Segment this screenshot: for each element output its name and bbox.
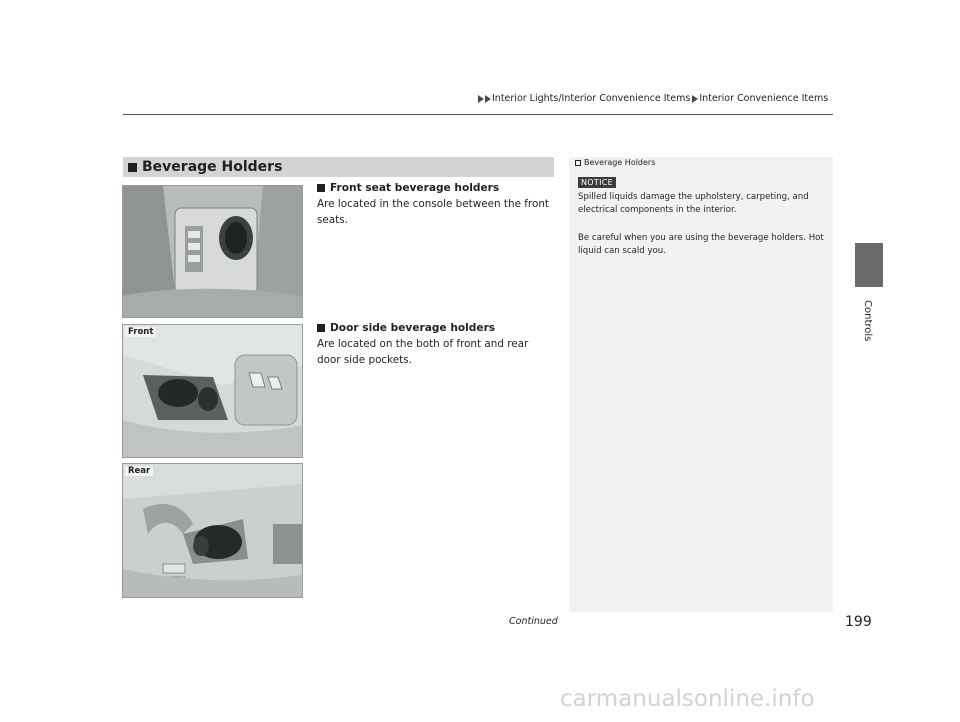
item-body-front: Are located in the console between the front seats.: [317, 198, 549, 226]
section-title: Beverage Holders: [142, 159, 283, 175]
page-number: 199: [845, 614, 872, 630]
square-bullet-icon: [317, 324, 325, 332]
sidebar-title: Beverage Holders: [584, 158, 656, 167]
arrow-icon: [485, 95, 491, 103]
header-divider: [123, 114, 833, 115]
front-door-cupholder-photo: [122, 324, 303, 458]
console-cupholder-photo: [122, 185, 303, 318]
continued-label: Continued: [509, 616, 558, 627]
arrow-icon: [692, 95, 698, 103]
square-bullet-icon: [317, 184, 325, 192]
notice-badge: NOTICE: [578, 177, 616, 188]
sidebar-header: [575, 158, 655, 167]
breadcrumb: [478, 93, 828, 104]
item-heading-text: Front seat beverage holders: [330, 182, 500, 194]
item-heading-front: [317, 182, 499, 194]
breadcrumb-part-1[interactable]: Interior Lights/Interior Convenience Items: [492, 93, 691, 104]
front-photo-label: Front: [125, 327, 156, 337]
notice-paragraph: Spilled liquids damage the upholstery, carpeting, and electrical components in the interior.: [578, 192, 809, 215]
chapter-label: Controls: [862, 300, 873, 342]
section-header: [123, 157, 554, 177]
arrow-icon: [478, 95, 484, 103]
watermark: carmanualsonline.info: [560, 686, 815, 712]
sidebar-note-panel: [569, 157, 833, 612]
chapter-tab: [855, 243, 883, 287]
square-bullet-icon: [128, 163, 137, 172]
rear-door-cupholder-photo: [122, 463, 303, 598]
rear-photo-label: Rear: [125, 466, 153, 476]
item-heading-door: [317, 322, 495, 334]
item-body-door: Are located on the both of front and rear door side pockets.: [317, 338, 529, 366]
breadcrumb-part-2[interactable]: Interior Convenience Items: [699, 93, 829, 104]
caution-paragraph: Be careful when you are using the beverage holders. Hot liquid can scald you.: [578, 233, 824, 256]
item-heading-text: Door side beverage holders: [330, 322, 496, 334]
reference-box-icon: [575, 160, 581, 166]
